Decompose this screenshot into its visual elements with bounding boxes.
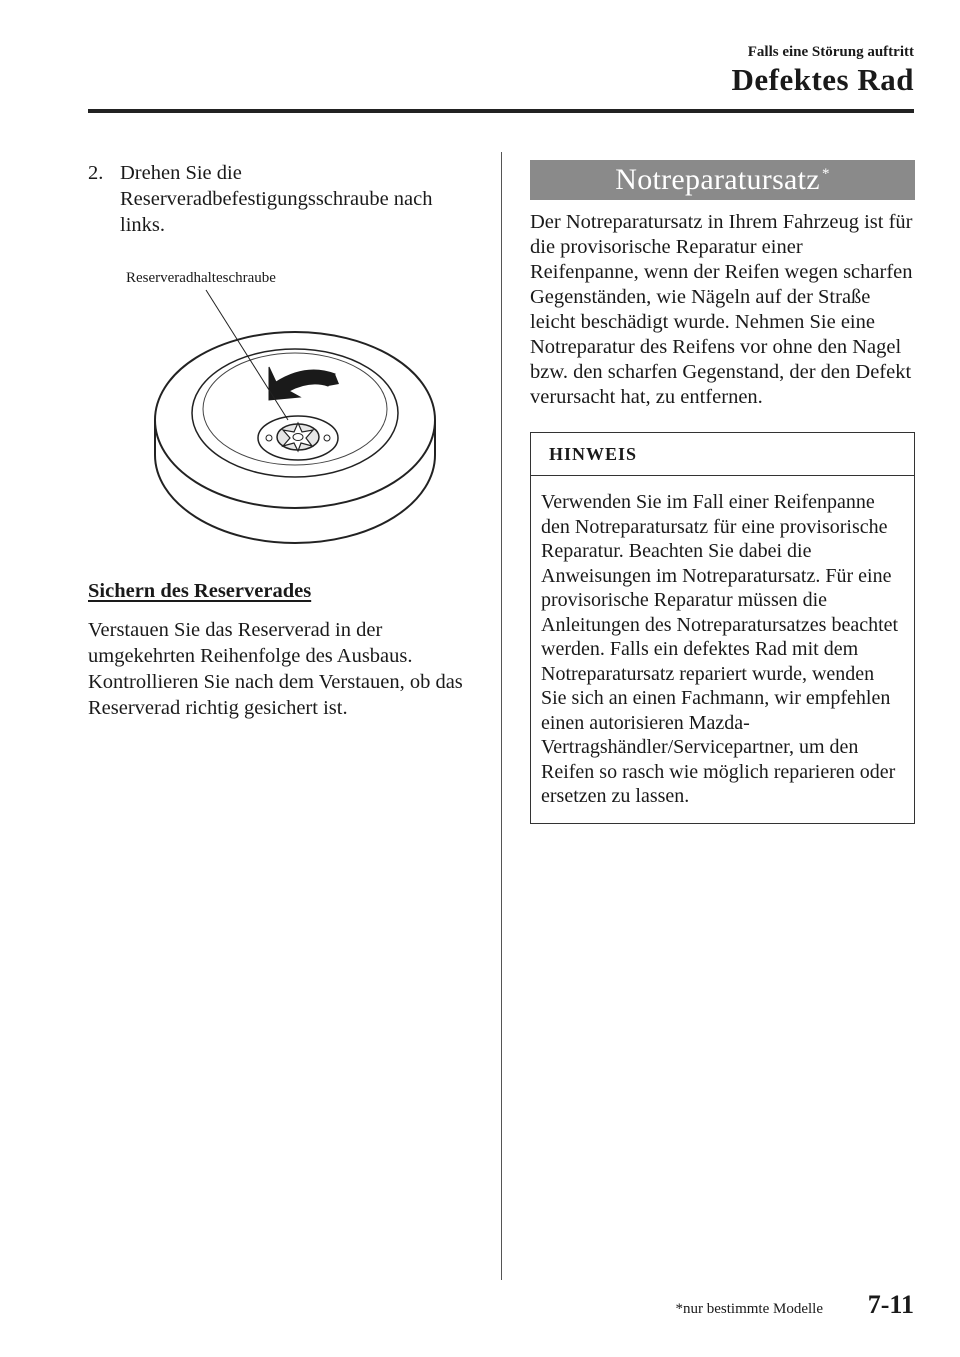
- section-title-bar: [530, 160, 915, 200]
- header-divider: [88, 109, 914, 113]
- step-text: Drehen Sie die Reserveradbefestigungsschraube nach links.: [120, 162, 433, 236]
- footnote: *nur bestimmte Modelle: [675, 1301, 823, 1317]
- spare-wheel-figure: [88, 270, 478, 560]
- step-item: [88, 160, 478, 238]
- section-title: Notreparatursatz: [615, 163, 820, 196]
- column-divider: [501, 152, 502, 1280]
- spare-wheel-illustration: [88, 270, 478, 560]
- right-column: [530, 160, 915, 824]
- note-title: HINWEIS: [531, 433, 914, 476]
- chapter-heading: Falls eine Störung auftritt: [747, 44, 914, 60]
- step-number: 2.: [88, 162, 104, 184]
- model-marker: *: [821, 165, 830, 182]
- figure-label: Reserveradhalteschraube: [126, 270, 276, 286]
- section-paragraph: Der Notreparatursatz in Ihrem Fahrzeug ist für die provisorische Reparatur einer Reifenpanne, wenn der Reifen wegen scharfen Gegenständen, wie Nägeln auf der Straße leicht beschädigt wurde. Nehmen Sie eine Notreparatur des Reifens vor ohne den Nagel bzw. den scharfen Gegenstand, der den Defekt verursacht hat, zu entfernen.: [530, 211, 913, 408]
- left-column: [88, 160, 478, 721]
- body-paragraph: Verstauen Sie das Reserverad in der umgekehrten Reihenfolge des Ausbaus. Kontrollieren Sie nach dem Verstauen, ob das Reserverad richtig gesichert ist.: [88, 619, 463, 719]
- subsection-heading: Sichern des Reserverades: [88, 580, 312, 602]
- note-box: [530, 432, 915, 824]
- note-text: Verwenden Sie im Fall einer Reifenpanne den Notreparatursatz für eine provisorische Reparatur. Beachten Sie dabei die Anweisungen im Notreparatursatz. Für eine provisorische Reparatur müssen die Anleitungen des Notreparatursatzes beachtet werden. Falls ein defektes Rad mit dem Notreparatursatz repariert wurde, wenden Sie sich an einen Fachmann, wir empfehlen einen autorisieren Mazda-Vertragshändler/Servicepartner, um den Reifen so rasch wie möglich reparieren oder ersetzen zu lassen.: [541, 491, 899, 807]
- page-number: 7-11: [867, 1290, 914, 1319]
- page-title: Defektes Rad: [731, 62, 914, 97]
